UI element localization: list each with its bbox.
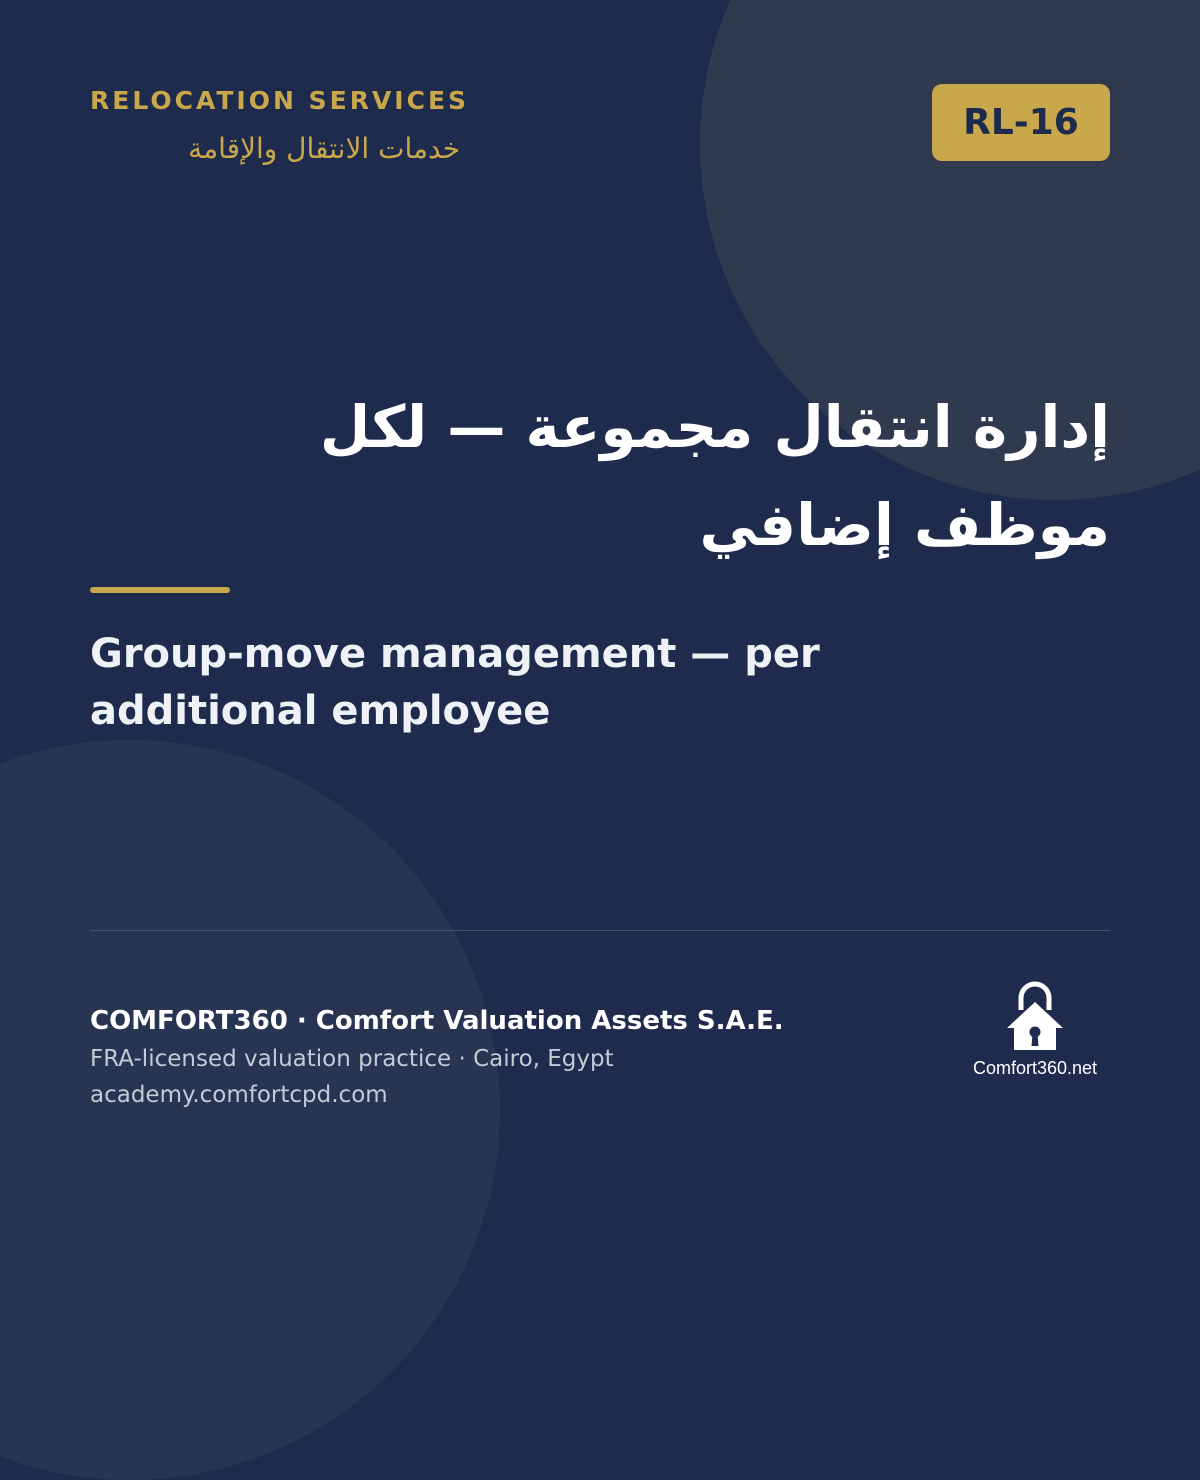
brand-logo[interactable] [960, 980, 1110, 1090]
accent-divider [90, 587, 230, 593]
company-description: FRA-licensed valuation practice · Cairo, Egypt [90, 1046, 614, 1072]
page-title-en: Group-move management — per additional employee [90, 631, 820, 734]
logo-text: Comfort360.net [972, 1058, 1098, 1078]
decorative-circle-bottom [0, 740, 500, 1480]
service-code-badge: RL-16 [932, 84, 1110, 161]
house-lock-icon [1003, 980, 1067, 1052]
category-label-en: RELOCATION SERVICES [90, 86, 470, 115]
page-title-ar: إدارة انتقال مجموعة — لكل موظف إضافي [319, 393, 1110, 559]
company-name: COMFORT360 · Comfort Valuation Assets S.A.E. [90, 1006, 784, 1036]
category-label-ar: خدمات الانتقال والإقامة [188, 132, 460, 165]
website-link[interactable]: academy.comfortcpd.com [90, 1082, 388, 1108]
footer-divider [90, 930, 1110, 931]
